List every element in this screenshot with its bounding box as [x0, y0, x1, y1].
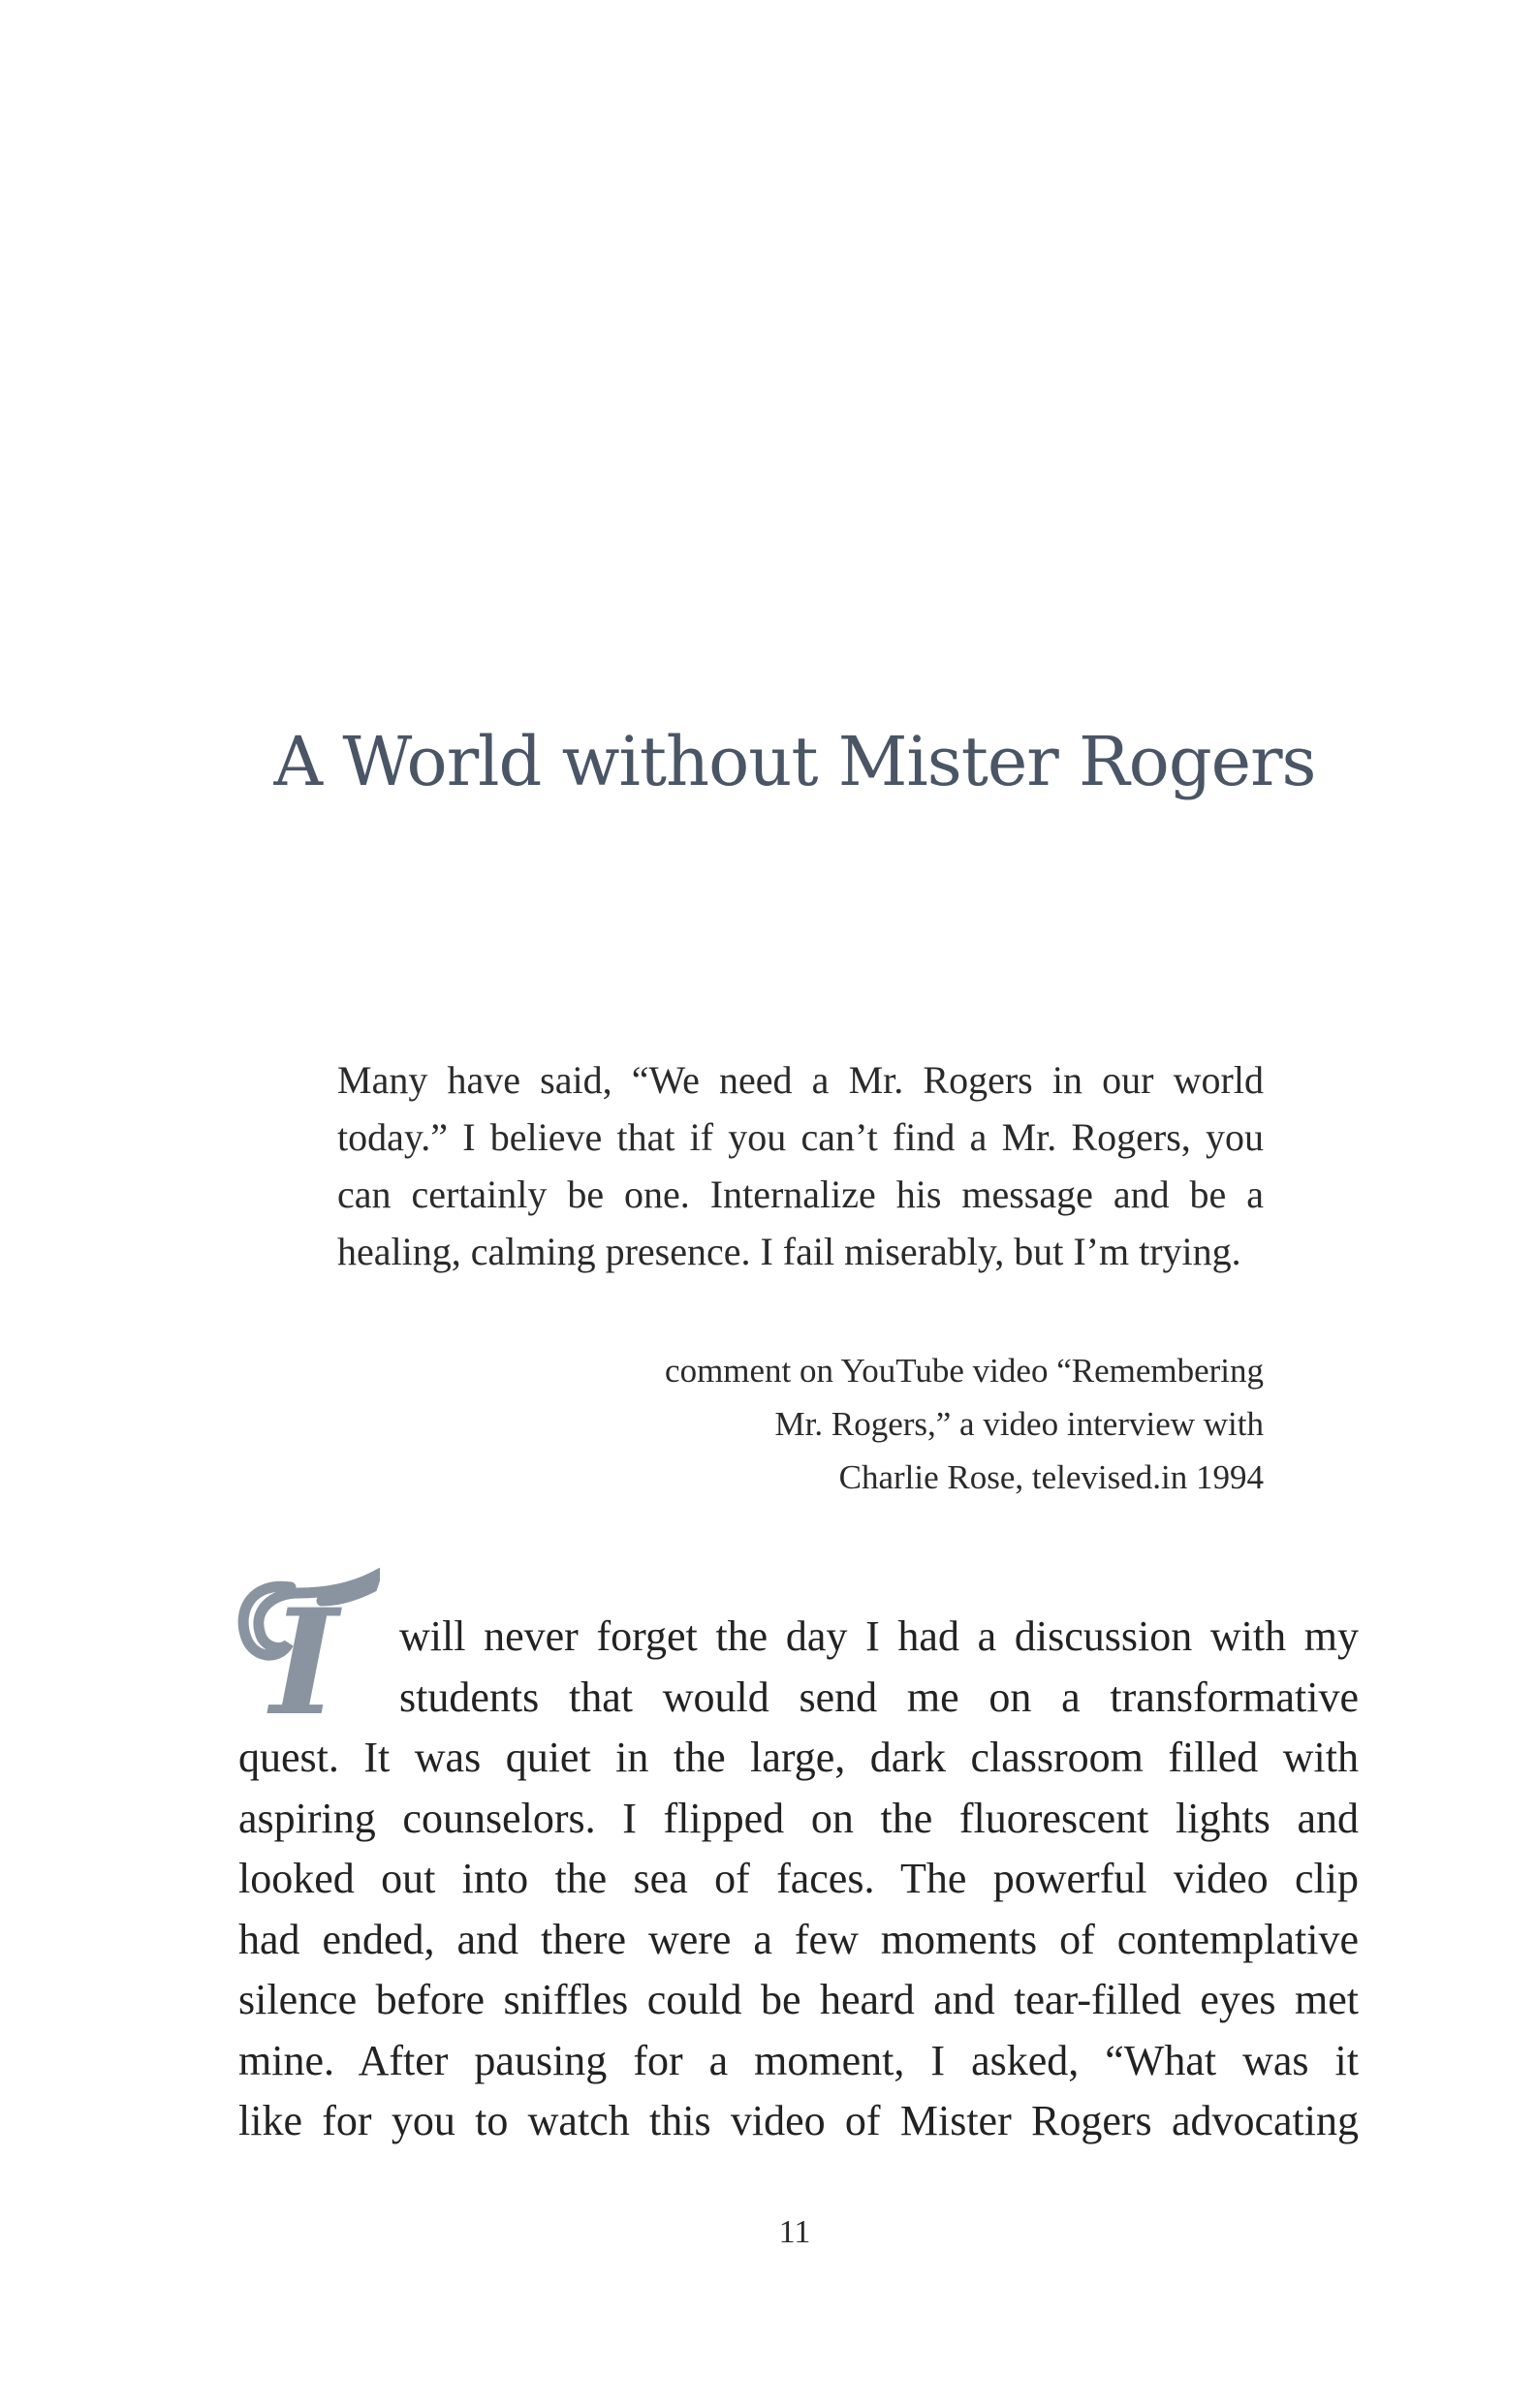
drop-cap-letter: I — [269, 1578, 339, 1723]
body-line: looked out into the sea of faces. The powerful video clip — [238, 1855, 1359, 1902]
body-line: students that would send me on a transformative — [399, 1673, 1359, 1721]
epigraph-text: Many have said, “We need a Mr. Rogers in our world today.” I believe that if you can’t find a Mr. Rogers, you can certainly be one. Internalize his message and be a healing, calming presence. I fail miserably, but I’m trying. — [337, 1058, 1264, 1273]
body-line: silence before sniffles could be heard and tear-filled eyes met — [238, 1976, 1359, 2023]
attribution-line: Mr. Rogers,” a video interview with — [774, 1405, 1264, 1443]
chapter-title: A World without Mister Rogers — [273, 722, 1316, 801]
attribution-line: comment on YouTube video “Remembering — [665, 1352, 1264, 1390]
body-line: quest. It was quiet in the large, dark classroom filled with — [238, 1734, 1359, 1781]
epigraph-attribution — [665, 1344, 1264, 1504]
body-line: had ended, and there were a few moments of contemplative — [238, 1915, 1359, 1963]
body-line: will never forget the day I had a discussion with my — [399, 1612, 1359, 1660]
body-line: like for you to watch this video of Mister Rogers advocating — [238, 2097, 1359, 2144]
body-paragraph — [238, 1607, 1359, 2152]
body-line: aspiring counselors. I flipped on the fluorescent lights and — [238, 1794, 1359, 1842]
page-number: 11 — [778, 2214, 811, 2250]
attribution-line: Charlie Rose, televised.in 1994 — [838, 1458, 1264, 1496]
body-line: mine. After pausing for a moment, I asked, “What was it — [238, 2036, 1359, 2084]
